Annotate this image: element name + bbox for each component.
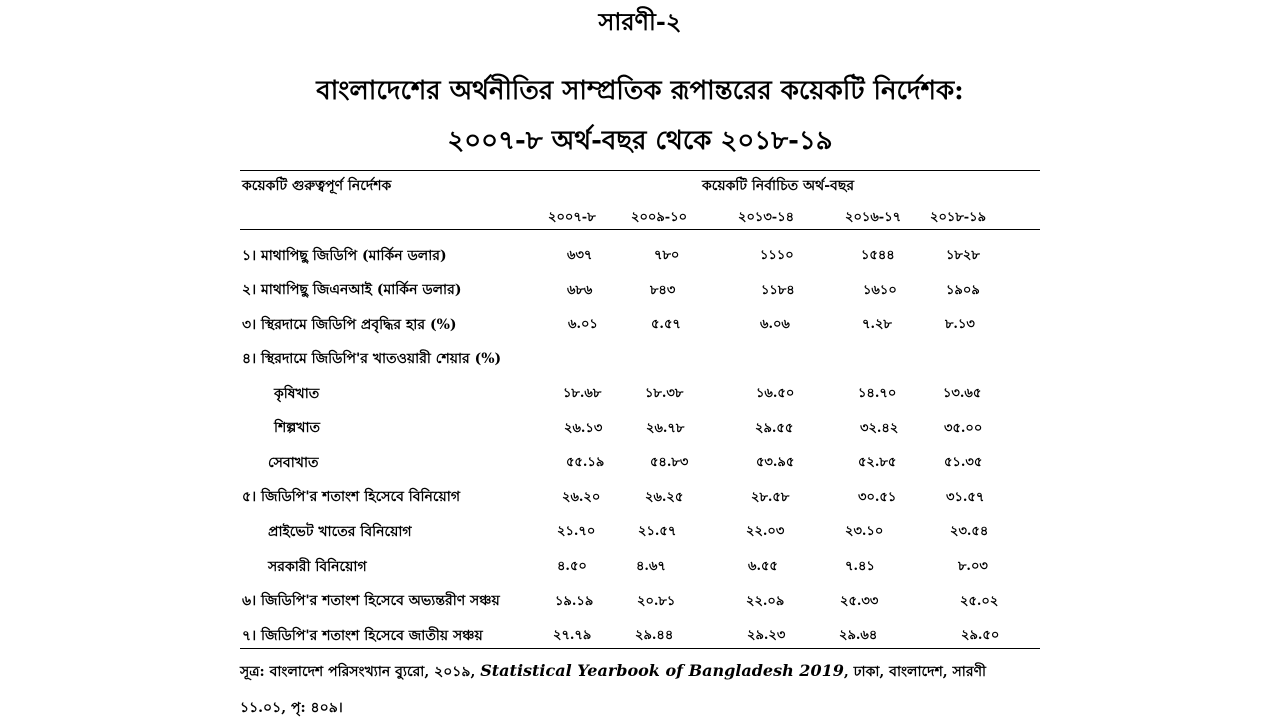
row-label: শিল্পখাত — [274, 420, 321, 436]
source-publication: Statistical Yearbook of Bangladesh 2019 — [480, 661, 844, 680]
row-label: প্রাইভেট খাতের বিনিয়োগ — [268, 524, 412, 540]
source-note-continued: ১১.০১, পৃ: ৪০৯। — [240, 700, 343, 716]
year-header: ২০১৬-১৭ — [845, 210, 902, 225]
table-cell: ২৭.৭৯ — [553, 628, 592, 643]
table-cell: ৫২.৮৫ — [858, 455, 897, 470]
table-cell: ৭.৪১ — [845, 559, 875, 574]
table-cell: ১৮২৮ — [946, 248, 980, 263]
row-label: ৩। স্থিরদামে জিডিপি প্রবৃদ্ধির হার (%) — [242, 317, 457, 333]
year-header: ২০১৮-১৯ — [930, 210, 987, 225]
table-cell: ৫১.৩৫ — [944, 455, 983, 470]
table-header-rule — [240, 229, 1040, 230]
table-title: বাংলাদেশের অর্থনীতির সাম্প্রতিক রূপান্তরের কয়েকটি নির্দেশক: — [316, 76, 964, 106]
table-cell: ১৪.৭০ — [858, 386, 897, 401]
table-cell: ৬.০৬ — [760, 317, 790, 332]
table-cell: ১৬১০ — [863, 283, 897, 298]
table-cell: ৫৩.৯৫ — [756, 455, 795, 470]
table-cell: ২৯.৪৪ — [635, 628, 674, 643]
source-note — [240, 660, 986, 684]
table-cell: ২৬.১৩ — [564, 421, 603, 436]
row-label: ১। মাথাপিছু জিডিপি (মার্কিন ডলার) — [242, 248, 447, 264]
table-cell: ২০.৮১ — [637, 594, 676, 609]
table-cell: ২৫.০২ — [960, 594, 999, 609]
table-cell: ১৬.৫০ — [756, 386, 795, 401]
table-bottom-rule — [240, 648, 1040, 649]
table-top-rule — [240, 170, 1040, 171]
row-label: ২। মাথাপিছু জিএনআই (মার্কিন ডলার) — [242, 282, 462, 298]
table-cell: ৩৫.০০ — [944, 421, 983, 436]
table-cell: ২৯.২৩ — [747, 628, 786, 643]
table-cell: ২৬.২৫ — [645, 490, 684, 505]
table-cell: ২৬.৭৮ — [646, 421, 685, 436]
row-label: ৭। জিডিপি'র শতাংশ হিসেবে জাতীয় সঞ্চয় — [242, 628, 483, 644]
table-cell: ১৫৪৪ — [861, 248, 895, 263]
table-cell: ৬৮৬ — [567, 283, 593, 298]
table-cell: ৬৩৭ — [567, 248, 593, 263]
table-cell: ৮৪৩ — [650, 283, 676, 298]
table-cell: ৪.৬৭ — [636, 559, 666, 574]
table-cell: ২৯.৫০ — [961, 628, 1000, 643]
table-cell: ৭৮০ — [654, 248, 680, 263]
table-cell: ২২.০৯ — [746, 594, 785, 609]
table-cell: ৬.৫৫ — [748, 559, 778, 574]
years-column-header: কয়েকটি নির্বাচিত অর্থ-বছর — [701, 178, 855, 194]
year-header: ২০০৯-১০ — [631, 210, 688, 225]
year-header: ২০০৭-৮ — [548, 210, 596, 225]
table-cell: ২৩.১০ — [845, 524, 884, 539]
table-cell: ২৯.৫৫ — [755, 421, 794, 436]
row-label: ৪। স্থিরদামে জিডিপি'র খাতওয়ারী শেয়ার (%) — [242, 351, 502, 367]
table-cell: ১১১০ — [760, 248, 794, 263]
table-cell: ২৩.৫৪ — [950, 524, 989, 539]
table-cell: ২১.৫৭ — [638, 524, 677, 539]
table-cell: ৪.৫০ — [557, 559, 587, 574]
row-label: কৃষিখাত — [274, 386, 320, 402]
table-cell: ১৯০৯ — [946, 283, 980, 298]
table-cell: ২১.৭০ — [557, 524, 596, 539]
table-cell: ১৩.৬৫ — [943, 386, 982, 401]
source-suffix: , ঢাকা, বাংলাদেশ, সারণী — [843, 664, 987, 680]
table-cell: ৬.০১ — [568, 317, 598, 332]
year-header: ২০১৩-১৪ — [738, 210, 795, 225]
table-cell: ৩০.৫১ — [858, 490, 897, 505]
table-cell: ২৯.৬৪ — [839, 628, 878, 643]
table-cell: ১৮.৩৮ — [645, 386, 684, 401]
row-label: ৫। জিডিপি'র শতাংশ হিসেবে বিনিয়োগ — [242, 489, 460, 505]
table-cell: ২৮.৫৮ — [751, 490, 790, 505]
table-cell: ২৫.৩৩ — [840, 594, 879, 609]
table-cell: ৫৫.১৯ — [566, 455, 605, 470]
table-cell: ৮.১৩ — [945, 317, 975, 332]
table-cell: ৫৪.৮৩ — [650, 455, 689, 470]
table-cell: ১৮.৬৮ — [563, 386, 602, 401]
table-cell: ১৯.১৯ — [555, 594, 594, 609]
table-cell: ৫.৫৭ — [651, 317, 681, 332]
table-cell: ৩১.৫৭ — [946, 490, 985, 505]
source-prefix: সূত্র: বাংলাদেশ পরিসংখ্যান ব্যুরো, ২০১৯, — [240, 664, 476, 680]
table-cell: ৭.২৮ — [862, 317, 892, 332]
table-subtitle: ২০০৭-৮ অর্থ-বছর থেকে ২০১৮-১৯ — [447, 126, 833, 156]
row-label: ৬। জিডিপি'র শতাংশ হিসেবে অভ্যন্তরীণ সঞ্চয় — [242, 593, 500, 609]
row-label: সরকারী বিনিয়োগ — [268, 559, 367, 575]
table-cell: ২৬.২০ — [562, 490, 601, 505]
indicator-column-header: কয়েকটি গুরুত্বপূর্ণ নির্দেশক — [242, 178, 392, 194]
table-cell: ৩২.৪২ — [860, 421, 899, 436]
row-label: সেবাখাত — [268, 455, 319, 471]
table-cell: ১১৮৪ — [761, 283, 795, 298]
table-cell: ৮.০৩ — [958, 559, 988, 574]
table-label: সারণী-২ — [598, 7, 682, 36]
table-cell: ২২.০৩ — [746, 524, 785, 539]
